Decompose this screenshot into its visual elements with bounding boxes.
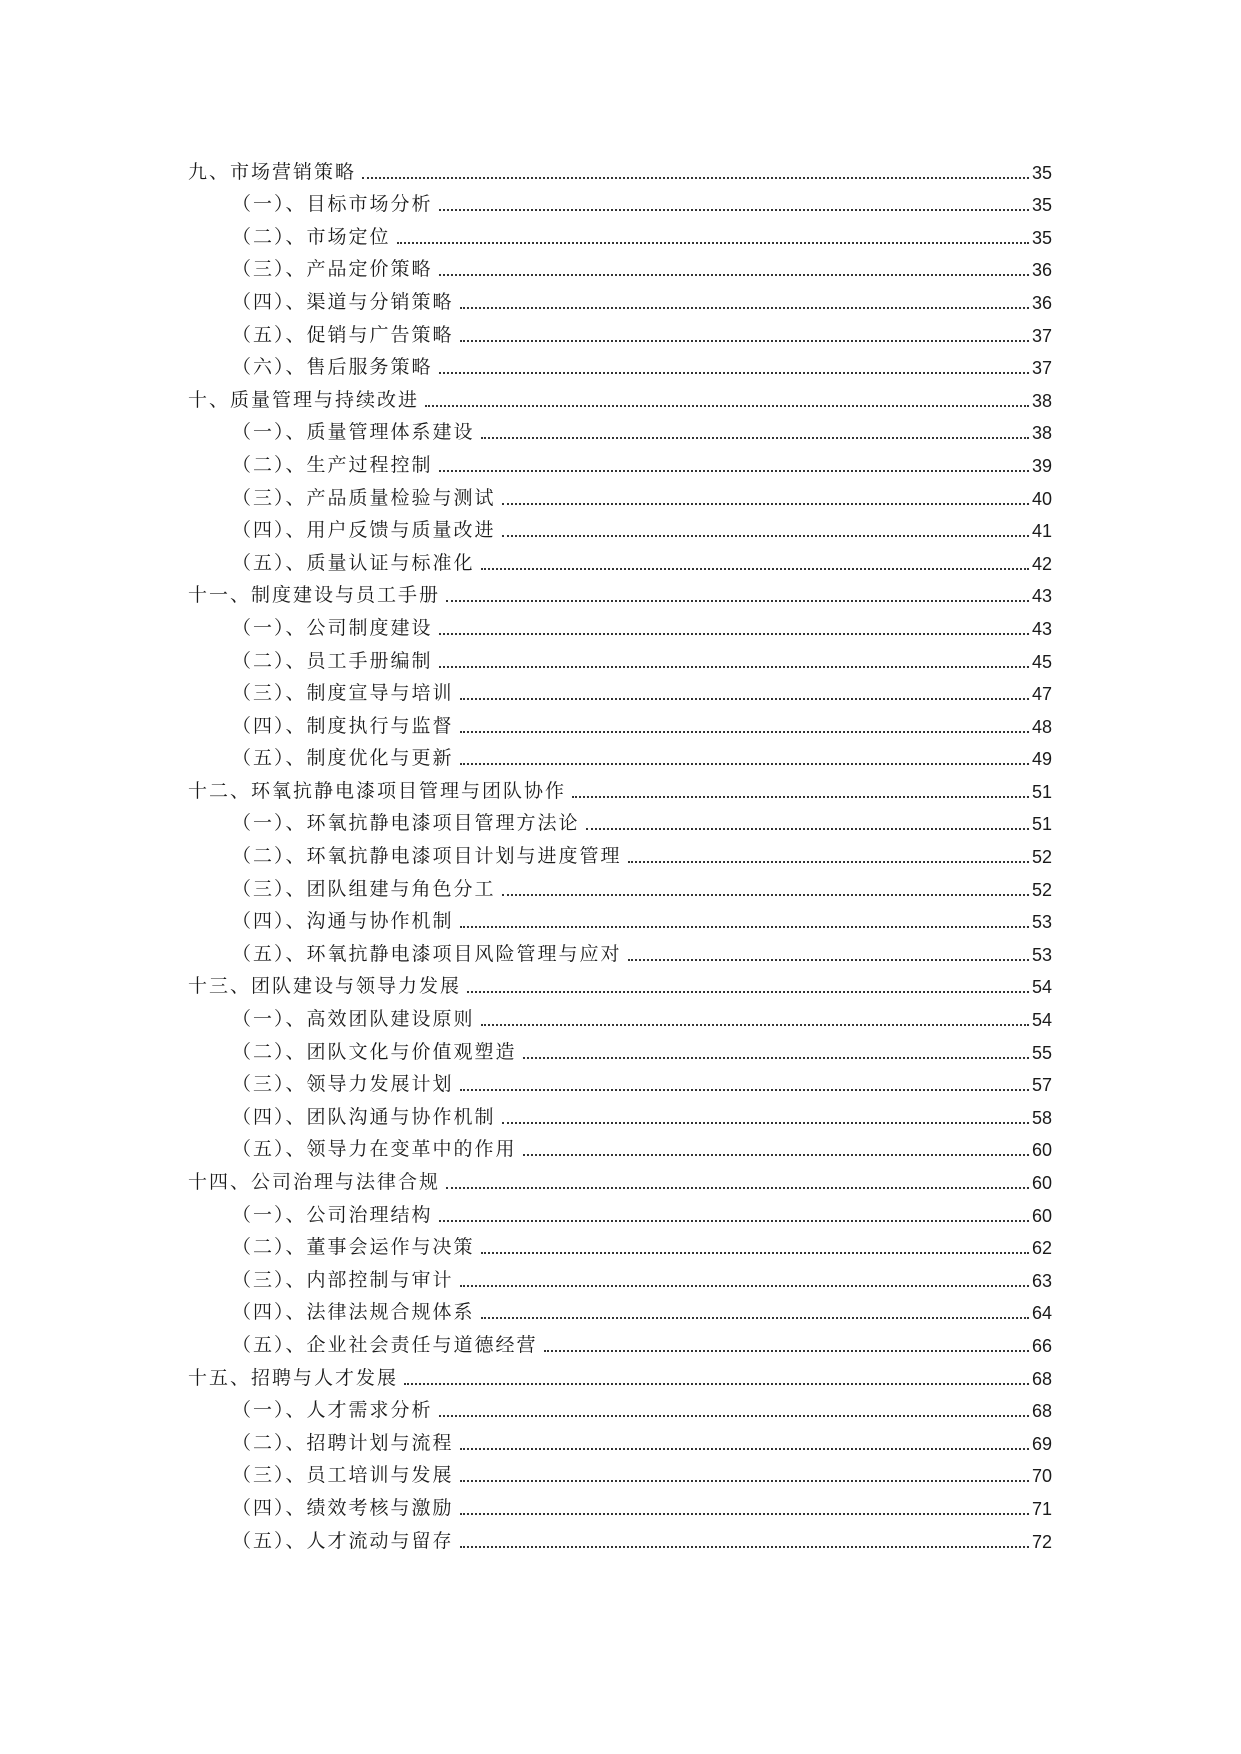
dot-leader xyxy=(439,633,1029,635)
dot-leader xyxy=(439,666,1029,668)
toc-entry-title: 十、质量管理与持续改进 xyxy=(188,388,420,411)
toc-page-number: 60 xyxy=(1031,1205,1052,1226)
toc-entry-title: 十四、公司治理与法律合规 xyxy=(188,1171,441,1193)
toc-section-entry[interactable] xyxy=(188,282,1052,315)
dot-leader xyxy=(460,1546,1029,1548)
dot-leader xyxy=(460,698,1029,700)
toc-page-number: 36 xyxy=(1031,292,1052,313)
toc-entry-title: （一）、人才需求分析 xyxy=(232,1399,433,1422)
toc-section-entry[interactable] xyxy=(188,1097,1052,1130)
toc-entry-title: （五）、企业社会责任与道德经营 xyxy=(232,1333,538,1356)
toc-page-number: 38 xyxy=(1031,390,1052,411)
toc-page-number: 41 xyxy=(1031,521,1052,542)
toc-page-number: 47 xyxy=(1031,684,1052,705)
toc-page-number: 51 xyxy=(1031,781,1052,802)
toc-chapter-entry[interactable] xyxy=(188,576,1052,609)
toc-section-entry[interactable] xyxy=(188,739,1052,772)
dot-leader xyxy=(481,1024,1029,1026)
toc-page-number: 48 xyxy=(1031,716,1052,737)
toc-entry-title: （五）、质量认证与标准化 xyxy=(232,551,475,574)
toc-page-number: 71 xyxy=(1031,1498,1052,1519)
toc-page-number: 68 xyxy=(1031,1368,1052,1389)
dot-leader xyxy=(362,177,1029,179)
toc-section-entry[interactable] xyxy=(188,934,1052,967)
dot-leader xyxy=(544,1350,1029,1352)
dot-leader xyxy=(439,1415,1029,1417)
toc-page-number: 35 xyxy=(1031,162,1052,183)
toc-entry-title: （四）、绩效考核与激励 xyxy=(232,1496,454,1519)
toc-entry-title: （四）、团队沟通与协作机制 xyxy=(232,1105,496,1128)
toc-page-number: 49 xyxy=(1031,749,1052,770)
toc-section-entry[interactable] xyxy=(188,511,1052,544)
toc-entry-title: （三）、产品定价策略 xyxy=(232,258,433,281)
toc-section-entry[interactable] xyxy=(188,804,1052,837)
toc-section-entry[interactable] xyxy=(188,706,1052,739)
toc-entry-title: （三）、团队组建与角色分工 xyxy=(232,877,496,900)
toc-section-entry[interactable] xyxy=(188,1521,1052,1554)
toc-section-entry[interactable] xyxy=(188,348,1052,381)
toc-page-number: 68 xyxy=(1031,1401,1052,1422)
toc-entry-title: （四）、法律法规合规体系 xyxy=(232,1301,475,1324)
dot-leader xyxy=(446,1187,1029,1189)
toc-section-entry[interactable] xyxy=(188,478,1052,511)
toc-page-number: 52 xyxy=(1031,879,1052,900)
toc-page-number: 35 xyxy=(1031,227,1052,248)
toc-entry-title: 九、市场营销策略 xyxy=(188,160,357,183)
toc-page-number: 69 xyxy=(1031,1433,1052,1454)
dot-leader xyxy=(460,731,1029,733)
toc-entry-title: （一）、高效团队建设原则 xyxy=(232,1008,475,1031)
toc-section-entry[interactable] xyxy=(188,250,1052,283)
dot-leader xyxy=(481,568,1029,570)
toc-section-entry[interactable] xyxy=(188,1293,1052,1326)
toc-entry-title: （二）、团队文化与价值观塑造 xyxy=(232,1040,517,1063)
toc-chapter-entry[interactable] xyxy=(188,380,1052,413)
toc-section-entry[interactable] xyxy=(188,1195,1052,1228)
toc-page-number: 37 xyxy=(1031,325,1052,346)
dot-leader xyxy=(481,437,1029,439)
dot-leader xyxy=(425,405,1029,407)
toc-entry-title: 十二、环氧抗静电漆项目管理与团队协作 xyxy=(188,779,567,802)
toc-page-number: 72 xyxy=(1031,1531,1052,1552)
dot-leader xyxy=(502,535,1029,537)
dot-leader xyxy=(460,1448,1029,1450)
toc-page-number: 54 xyxy=(1031,1010,1052,1031)
toc-entry-title: （三）、内部控制与审计 xyxy=(232,1268,454,1291)
toc-section-entry[interactable] xyxy=(188,674,1052,707)
toc-entry-title: （四）、沟通与协作机制 xyxy=(232,910,454,933)
dot-leader xyxy=(460,1285,1029,1287)
table-of-contents xyxy=(188,152,1052,1554)
toc-section-entry[interactable] xyxy=(188,1032,1052,1065)
toc-page-number: 45 xyxy=(1031,651,1052,672)
dot-leader xyxy=(467,991,1029,993)
toc-entry-title: （四）、渠道与分销策略 xyxy=(232,290,454,313)
dot-leader xyxy=(460,926,1029,928)
dot-leader xyxy=(502,1122,1029,1124)
dot-leader xyxy=(439,1220,1029,1222)
toc-entry-title: （三）、领导力发展计划 xyxy=(232,1073,454,1096)
toc-page-number: 40 xyxy=(1031,488,1052,509)
toc-page-number: 51 xyxy=(1031,814,1052,835)
dot-leader xyxy=(586,828,1029,830)
dot-leader xyxy=(397,242,1029,244)
toc-section-entry[interactable] xyxy=(188,413,1052,446)
toc-section-entry[interactable] xyxy=(188,1456,1052,1489)
toc-chapter-entry[interactable] xyxy=(188,152,1052,185)
dot-leader xyxy=(502,894,1029,896)
toc-section-entry[interactable] xyxy=(188,869,1052,902)
toc-page-number: 60 xyxy=(1031,1173,1052,1193)
dot-leader xyxy=(460,340,1029,342)
dot-leader xyxy=(439,372,1029,374)
toc-page-number: 36 xyxy=(1031,260,1052,281)
dot-leader xyxy=(460,1089,1029,1091)
toc-chapter-entry[interactable] xyxy=(188,1358,1052,1391)
toc-entry-title: （四）、制度执行与监督 xyxy=(232,714,454,737)
dot-leader xyxy=(446,600,1029,602)
toc-entry-title: （二）、市场定位 xyxy=(232,225,391,248)
toc-page-number: 43 xyxy=(1031,618,1052,639)
toc-page-number: 64 xyxy=(1031,1303,1052,1324)
toc-page-number: 62 xyxy=(1031,1238,1052,1259)
toc-entry-title: （五）、领导力在变革中的作用 xyxy=(232,1138,517,1161)
toc-entry-title: （一）、质量管理体系建设 xyxy=(232,421,475,444)
dot-leader xyxy=(439,209,1029,211)
toc-page-number: 37 xyxy=(1031,358,1052,379)
toc-page-number: 55 xyxy=(1031,1042,1052,1063)
toc-section-entry[interactable] xyxy=(188,315,1052,348)
dot-leader xyxy=(460,1480,1029,1482)
toc-entry-title: （三）、员工培训与发展 xyxy=(232,1464,454,1487)
toc-section-entry[interactable] xyxy=(188,1228,1052,1261)
toc-page-number: 57 xyxy=(1031,1075,1052,1096)
toc-section-entry[interactable] xyxy=(188,1391,1052,1424)
dot-leader xyxy=(460,763,1029,765)
toc-entry-title: （五）、促销与广告策略 xyxy=(232,323,454,346)
toc-entry-title: （三）、产品质量检验与测试 xyxy=(232,486,496,509)
toc-entry-title: （一）、公司制度建设 xyxy=(232,616,433,639)
toc-entry-title: （五）、环氧抗静电漆项目风险管理与应对 xyxy=(232,942,622,965)
toc-page-number: 54 xyxy=(1031,977,1052,998)
dot-leader xyxy=(460,1513,1029,1515)
toc-entry-title: （一）、公司治理结构 xyxy=(232,1203,433,1226)
toc-chapter-entry[interactable] xyxy=(188,1162,1052,1195)
dot-leader xyxy=(523,1154,1029,1156)
dot-leader xyxy=(502,503,1029,505)
toc-entry-title: （五）、制度优化与更新 xyxy=(232,747,454,770)
toc-page-number: 58 xyxy=(1031,1107,1052,1128)
toc-page-number: 53 xyxy=(1031,944,1052,965)
toc-page-number: 66 xyxy=(1031,1335,1052,1356)
toc-entry-title: （二）、员工手册编制 xyxy=(232,649,433,672)
toc-section-entry[interactable] xyxy=(188,1130,1052,1163)
dot-leader xyxy=(439,470,1029,472)
toc-entry-title: （五）、人才流动与留存 xyxy=(232,1529,454,1552)
dot-leader xyxy=(481,1317,1029,1319)
dot-leader xyxy=(481,1252,1029,1254)
toc-page-number: 35 xyxy=(1031,195,1052,216)
toc-section-entry[interactable] xyxy=(188,1423,1052,1456)
toc-entry-title: 十一、制度建设与员工手册 xyxy=(188,584,441,607)
toc-section-entry[interactable] xyxy=(188,543,1052,576)
toc-section-entry[interactable] xyxy=(188,1260,1052,1293)
toc-section-entry[interactable] xyxy=(188,185,1052,218)
toc-section-entry[interactable] xyxy=(188,1488,1052,1521)
dot-leader xyxy=(523,1057,1029,1059)
toc-page-number: 60 xyxy=(1031,1140,1052,1161)
toc-page-number: 53 xyxy=(1031,912,1052,933)
dot-leader xyxy=(460,307,1029,309)
toc-entry-title: 十三、团队建设与领导力发展 xyxy=(188,975,462,998)
toc-page-number: 63 xyxy=(1031,1270,1052,1291)
dot-leader xyxy=(439,274,1029,276)
toc-entry-title: （二）、董事会运作与决策 xyxy=(232,1236,475,1259)
toc-entry-title: 十五、招聘与人才发展 xyxy=(188,1366,399,1389)
toc-section-entry[interactable] xyxy=(188,836,1052,869)
toc-entry-title: （四）、用户反馈与质量改进 xyxy=(232,519,496,542)
toc-page-number: 39 xyxy=(1031,455,1052,476)
toc-section-entry[interactable] xyxy=(188,608,1052,641)
dot-leader xyxy=(404,1383,1029,1385)
toc-chapter-entry[interactable] xyxy=(188,771,1052,804)
toc-entry-title: （一）、环氧抗静电漆项目管理方法论 xyxy=(232,812,580,835)
toc-section-entry[interactable] xyxy=(188,1065,1052,1098)
toc-page-number: 43 xyxy=(1031,586,1052,607)
toc-section-entry[interactable] xyxy=(188,999,1052,1032)
toc-entry-title: （三）、制度宣导与培训 xyxy=(232,682,454,705)
toc-section-entry[interactable] xyxy=(188,1325,1052,1358)
dot-leader xyxy=(572,796,1029,798)
toc-entry-title: （二）、招聘计划与流程 xyxy=(232,1431,454,1454)
toc-entry-title: （六）、售后服务策略 xyxy=(232,356,433,379)
toc-page-number: 52 xyxy=(1031,847,1052,868)
toc-section-entry[interactable] xyxy=(188,641,1052,674)
toc-entry-title: （一）、目标市场分析 xyxy=(232,193,433,216)
dot-leader xyxy=(628,861,1029,863)
toc-page-number: 42 xyxy=(1031,553,1052,574)
toc-section-entry[interactable] xyxy=(188,445,1052,478)
toc-section-entry[interactable] xyxy=(188,902,1052,935)
toc-section-entry[interactable] xyxy=(188,217,1052,250)
toc-entry-title: （二）、环氧抗静电漆项目计划与进度管理 xyxy=(232,845,622,868)
dot-leader xyxy=(628,959,1029,961)
toc-entry-title: （二）、生产过程控制 xyxy=(232,453,433,476)
toc-page-number: 38 xyxy=(1031,423,1052,444)
toc-page-number: 70 xyxy=(1031,1466,1052,1487)
toc-chapter-entry[interactable] xyxy=(188,967,1052,1000)
